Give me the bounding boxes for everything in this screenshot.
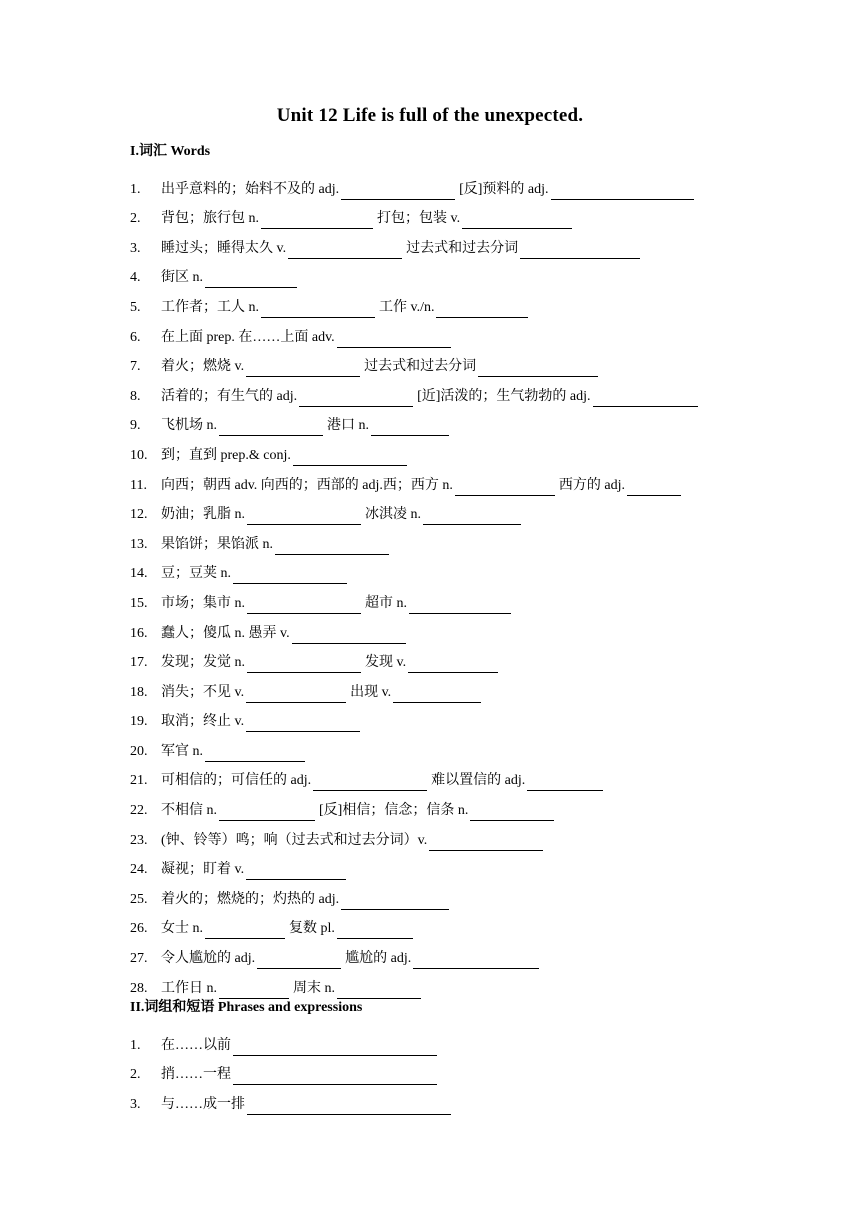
word-number: 11. xyxy=(130,477,147,493)
word-prompt: 过去式和过去分词 xyxy=(406,240,519,256)
word-prompt: 不相信 n. xyxy=(161,803,217,819)
answer-blank[interactable] xyxy=(527,775,603,791)
word-number: 12. xyxy=(130,507,148,523)
word-prompt: 复数 pl. xyxy=(289,921,335,937)
word-number: 8. xyxy=(130,388,141,404)
answer-blank[interactable] xyxy=(371,420,449,436)
answer-blank[interactable] xyxy=(341,894,449,910)
word-row xyxy=(130,436,750,466)
word-row xyxy=(130,644,750,674)
phrase-prompt: 在……以前 xyxy=(161,1037,231,1053)
word-prompt: 果馅饼；果馅派 n. xyxy=(161,536,273,552)
word-prompt: 着火的；燃烧的；灼热的 adj. xyxy=(161,891,340,907)
answer-blank[interactable] xyxy=(627,480,681,496)
word-prompt: 取消；终止 v. xyxy=(161,714,245,730)
answer-blank[interactable] xyxy=(455,480,555,496)
word-prompt: 飞机场 n. xyxy=(161,418,217,434)
word-prompt: 街区 n. xyxy=(161,270,203,286)
word-row xyxy=(130,791,750,821)
word-prompt: 出现 v. xyxy=(350,684,392,700)
word-prompt: 冰淇凌 n. xyxy=(365,507,421,523)
word-prompt: 军官 n. xyxy=(161,743,203,759)
word-prompt: 尴尬的 adj. xyxy=(345,951,412,967)
word-row xyxy=(130,229,750,259)
answer-blank[interactable] xyxy=(436,302,528,318)
word-number: 20. xyxy=(130,743,148,759)
phrase-prompt: 与……成一排 xyxy=(161,1096,245,1112)
word-prompt: 到；直到 prep.& conj. xyxy=(161,447,291,463)
word-row xyxy=(130,318,750,348)
word-prompt: 睡过头；睡得太久 v. xyxy=(161,240,287,256)
answer-blank[interactable] xyxy=(261,302,375,318)
word-prompt: 蠢人；傻瓜 n. 愚弄 v. xyxy=(161,625,290,641)
word-list xyxy=(130,170,750,999)
word-row xyxy=(130,939,750,969)
answer-blank[interactable] xyxy=(275,539,389,555)
answer-blank[interactable] xyxy=(593,391,698,407)
word-number: 2. xyxy=(130,211,141,227)
word-prompt: 港口 n. xyxy=(327,418,369,434)
answer-blank[interactable] xyxy=(409,598,511,614)
answer-blank[interactable] xyxy=(413,953,539,969)
word-prompt: 周末 n. xyxy=(293,980,335,996)
phrase-row xyxy=(130,1056,750,1086)
word-row xyxy=(130,851,750,881)
word-prompt: 市场；集市 n. xyxy=(161,595,245,611)
word-row xyxy=(130,614,750,644)
word-number: 25. xyxy=(130,891,148,907)
word-row xyxy=(130,555,750,585)
answer-blank[interactable] xyxy=(233,1040,437,1056)
answer-blank[interactable] xyxy=(233,568,347,584)
answer-blank[interactable] xyxy=(337,332,451,348)
word-prompt: [反]相信；信念；信条 n. xyxy=(319,803,469,819)
word-prompt: 可相信的；可信任的 adj. xyxy=(161,773,312,789)
answer-blank[interactable] xyxy=(247,657,361,673)
page-title: Unit 12 Life is full of the unexpected. xyxy=(276,105,584,126)
word-prompt: 凝视；盯着 v. xyxy=(161,862,245,878)
word-number: 27. xyxy=(130,951,148,967)
word-row xyxy=(130,466,750,496)
word-row xyxy=(130,200,750,230)
word-number: 18. xyxy=(130,684,148,700)
word-prompt: 奶油；乳脂 n. xyxy=(161,507,245,523)
word-number: 5. xyxy=(130,299,141,315)
word-number: 17. xyxy=(130,655,148,671)
word-prompt: 着火；燃烧 v. xyxy=(161,359,245,375)
answer-blank[interactable] xyxy=(233,1069,437,1085)
word-number: 7. xyxy=(130,359,141,375)
word-prompt: 工作者；工人 n. xyxy=(161,299,259,315)
answer-blank[interactable] xyxy=(247,509,361,525)
answer-blank[interactable] xyxy=(246,361,360,377)
word-prompt: 出乎意料的；始料不及的 adj. xyxy=(161,181,340,197)
phrase-number: 1. xyxy=(130,1037,141,1053)
word-number: 24. xyxy=(130,862,148,878)
word-prompt: 令人尴尬的 adj. xyxy=(161,951,256,967)
word-prompt: 难以置信的 adj. xyxy=(431,773,526,789)
answer-blank[interactable] xyxy=(423,509,521,525)
answer-blank[interactable] xyxy=(462,213,572,229)
answer-blank[interactable] xyxy=(205,746,305,762)
answer-blank[interactable] xyxy=(393,687,481,703)
word-row xyxy=(130,584,750,614)
word-prompt: 发现；发觉 n. xyxy=(161,655,245,671)
word-row xyxy=(130,407,750,437)
word-number: 28. xyxy=(130,980,148,996)
answer-blank[interactable] xyxy=(246,864,346,880)
answer-blank[interactable] xyxy=(219,805,315,821)
answer-blank[interactable] xyxy=(429,835,543,851)
word-row xyxy=(130,348,750,378)
answer-blank[interactable] xyxy=(205,923,285,939)
word-number: 15. xyxy=(130,595,148,611)
section-heading-words: I.词汇 Words xyxy=(130,144,211,159)
word-number: 13. xyxy=(130,536,148,552)
answer-blank[interactable] xyxy=(551,184,694,200)
word-prompt: 消失；不见 v. xyxy=(161,684,245,700)
word-row xyxy=(130,673,750,703)
phrase-row xyxy=(130,1085,750,1115)
word-number: 6. xyxy=(130,329,141,345)
word-prompt: 过去式和过去分词 xyxy=(364,359,477,375)
word-row xyxy=(130,170,750,200)
answer-blank[interactable] xyxy=(288,243,402,259)
word-prompt: 超市 n. xyxy=(365,595,407,611)
answer-blank[interactable] xyxy=(247,1099,451,1115)
word-prompt: [近]活泼的；生气勃勃的 adj. xyxy=(417,388,591,404)
phrase-list xyxy=(130,1026,750,1115)
phrase-number: 2. xyxy=(130,1067,141,1083)
word-number: 3. xyxy=(130,240,141,256)
phrase-row xyxy=(130,1026,750,1056)
word-row xyxy=(130,377,750,407)
word-prompt: 工作 v./n. xyxy=(379,299,435,315)
answer-blank[interactable] xyxy=(408,657,498,673)
word-row xyxy=(130,703,750,733)
phrase-number: 3. xyxy=(130,1096,141,1112)
answer-blank[interactable] xyxy=(219,420,323,436)
word-row xyxy=(130,821,750,851)
answer-blank[interactable] xyxy=(292,628,406,644)
word-row xyxy=(130,732,750,762)
word-prompt: 向西；朝西 adv. 向西的；西部的 adj.西；西方 n. xyxy=(161,477,453,493)
answer-blank[interactable] xyxy=(246,716,360,732)
word-row xyxy=(130,880,750,910)
word-row xyxy=(130,259,750,289)
word-prompt: 工作日 n. xyxy=(161,980,217,996)
word-number: 1. xyxy=(130,181,141,197)
answer-blank[interactable] xyxy=(247,598,361,614)
word-row xyxy=(130,496,750,526)
answer-blank[interactable] xyxy=(478,361,598,377)
answer-blank[interactable] xyxy=(261,213,373,229)
word-prompt: 背包；旅行包 n. xyxy=(161,211,259,227)
answer-blank[interactable] xyxy=(520,243,640,259)
word-number: 26. xyxy=(130,921,148,937)
word-prompt: 活着的；有生气的 adj. xyxy=(161,388,298,404)
word-number: 21. xyxy=(130,773,148,789)
answer-blank[interactable] xyxy=(341,184,455,200)
word-number: 19. xyxy=(130,714,148,730)
word-row xyxy=(130,288,750,318)
answer-blank[interactable] xyxy=(293,450,407,466)
word-number: 14. xyxy=(130,566,148,582)
word-prompt: 发现 v. xyxy=(365,655,407,671)
word-number: 10. xyxy=(130,447,148,463)
word-row xyxy=(130,969,750,999)
answer-blank[interactable] xyxy=(246,687,346,703)
section-heading-phrases: II.词组和短语 Phrases and expressions xyxy=(130,1000,363,1015)
word-prompt: (钟、铃等）鸣；响（过去式和过去分词）v. xyxy=(161,832,428,848)
word-prompt: [反]预料的 adj. xyxy=(459,181,549,197)
answer-blank[interactable] xyxy=(205,272,297,288)
phrase-prompt: 捎……一程 xyxy=(161,1067,231,1083)
word-number: 4. xyxy=(130,270,141,286)
word-prompt: 打包；包装 v. xyxy=(377,211,461,227)
word-number: 9. xyxy=(130,418,141,434)
word-prompt: 西方的 adj. xyxy=(558,477,626,493)
word-prompt: 在上面 prep. 在……上面 adv. xyxy=(161,329,335,345)
answer-blank[interactable] xyxy=(313,775,427,791)
answer-blank[interactable] xyxy=(470,805,554,821)
word-number: 22. xyxy=(130,803,148,819)
word-row xyxy=(130,910,750,940)
word-row xyxy=(130,525,750,555)
answer-blank[interactable] xyxy=(257,953,341,969)
word-row xyxy=(130,762,750,792)
word-prompt: 女士 n. xyxy=(161,921,203,937)
word-prompt: 豆；豆荚 n. xyxy=(161,566,231,582)
word-number: 16. xyxy=(130,625,148,641)
word-number: 23. xyxy=(130,832,148,848)
answer-blank[interactable] xyxy=(337,923,413,939)
answer-blank[interactable] xyxy=(299,391,413,407)
